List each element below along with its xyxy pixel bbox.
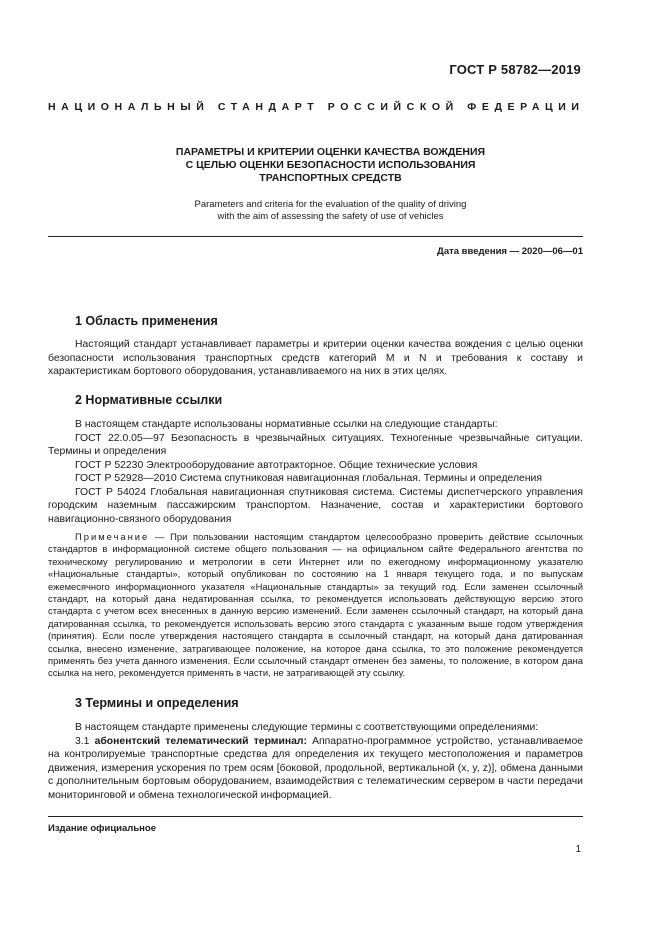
document-number: ГОСТ Р 58782—2019 <box>449 62 581 77</box>
title-en-line: Parameters and criteria for the evaluation of the quality of driving <box>194 199 467 210</box>
top-divider <box>48 236 583 237</box>
term-number: 3.1 <box>75 735 95 747</box>
title-ru-line: С ЦЕЛЬЮ ОЦЕНКИ БЕЗОПАСНОСТИ ИСПОЛЬЗОВАНИЯ <box>185 159 476 171</box>
document-title-ru <box>80 146 581 185</box>
bottom-divider <box>48 816 583 817</box>
term-name: абонентский телематический терминал: <box>94 735 307 747</box>
reference-item: ГОСТ Р 54024 Глобальная навигационная спутниковая система. Системы диспетчерского управления городским наземным пассажирским транспортом. Назначение, состав и характеристики бортового навигационно-связного оборудования <box>48 486 583 525</box>
page-number: 1 <box>575 844 581 855</box>
national-standard-heading: НАЦИОНАЛЬНЫЙ СТАНДАРТ РОССИЙСКОЙ ФЕДЕРАЦИИ <box>48 101 585 113</box>
official-edition-label: Издание официальное <box>48 823 156 834</box>
note-text: — При пользовании настоящим стандартом целесообразно проверить действие ссылочных стандартов в информационной системе общего пользования — на официальном сайте Федерального агентства по техническому регулированию и метрологии в сети Интернет или по ежегодному информационному указателю «Национальные стандарты», который опубликован по состоянию на 1 января текущего года, и по выпускам ежемесячного информационного указателя «Национальные стандарты» за текущий год. Если заменен ссылочный стандарт, на который дана недатированная ссылка, то рекомендуется использовать действующую версию этого стандарта с учетом всех внесенных в данную версию изменений. Если заменен ссылочный стандарт, на который дана датированная ссылка, то рекомендуется использовать версию этого стандарта с указанным выше годом утверждения (принятия). Если после утверждения настоящего стандарта в ссылочный стандарт, на который дана датированная ссылка, внесено изменение, затрагивающее положение, на которое дана ссылка, то это положение рекомендуется применять без учета данного изменения. Если ссылочный стандарт отменен без замены, то положение, в котором дана ссылка на него, рекомендуется применять в части, не затрагивающей эту ссылку. <box>48 531 583 679</box>
reference-item: ГОСТ 22.0.05—97 Безопасность в чрезвычайных ситуациях. Техногенные чрезвычайные ситуации. Термины и определения <box>48 432 583 457</box>
reference-item: ГОСТ Р 52928—2010 Система спутниковая навигационная глобальная. Термины и определения <box>75 473 542 484</box>
note-paragraph <box>48 531 583 680</box>
section-heading: 1 Область применения <box>75 314 218 328</box>
section-heading: 3 Термины и определения <box>75 696 239 710</box>
title-ru-line: ТРАНСПОРТНЫХ СРЕДСТВ <box>259 172 402 184</box>
section-scope <box>48 314 583 379</box>
note-label: Примечание <box>75 531 150 542</box>
section-paragraph: В настоящем стандарте применены следующие термины с соответствующими определениями: <box>75 722 539 733</box>
introduction-date: Дата введения — 2020—06—01 <box>437 246 583 257</box>
section-paragraph: В настоящем стандарте использованы нормативные ссылки на следующие стандарты: <box>75 419 498 430</box>
document-title-en <box>80 199 581 223</box>
section-heading: 2 Нормативные ссылки <box>75 393 223 407</box>
title-ru-line: ПАРАМЕТРЫ И КРИТЕРИИ ОЦЕНКИ КАЧЕСТВА ВОЖДЕНИЯ <box>175 146 486 158</box>
title-en-line: with the aim of assessing the safety of use of vehicles <box>217 211 444 222</box>
reference-item: ГОСТ Р 52230 Электрооборудование автотракторное. Общие технические условия <box>75 459 478 471</box>
term-text: Аппаратно-программное устройство, устанавливаемое на контролируемые транспортные средства для определения их текущего местоположения и параметров движения, измерения ускорения по трем осям [боковой, продольной, вертикальной (x, y, z)], обмена данными с дополнительным бортовым оборудованием, взаимодействия с телематическим сервером в части передачи мониторинговой и обмена технологической информацией. <box>48 735 584 801</box>
section-normative-references <box>48 393 583 680</box>
section-terms-definitions <box>48 696 583 802</box>
section-paragraph: Настоящий стандарт устанавливает параметры и критерии оценки качества вождения с целью оценки безопасности использования транспортных средств категорий M и N и требования к составу и характеристикам бортового оборудования, устанавливаемого на них в этих целях. <box>48 339 583 377</box>
term-definition <box>48 735 583 803</box>
